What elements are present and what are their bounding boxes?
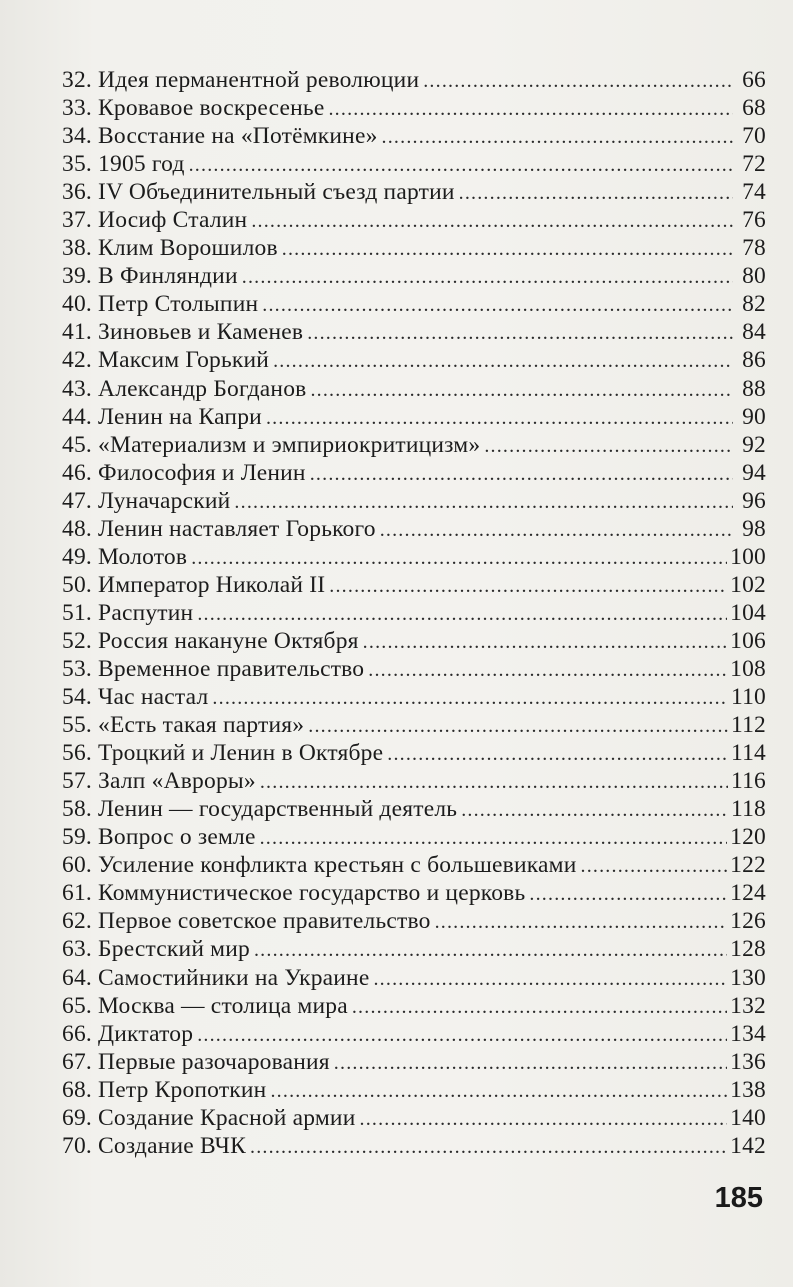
toc-entry-title: 32. Идея перманентной революции — [62, 67, 420, 93]
dot-leader — [266, 404, 733, 432]
dot-leader — [308, 712, 728, 740]
toc-entry-page: 140 — [730, 1104, 766, 1131]
toc-entry-title: 35. 1905 год — [62, 151, 185, 178]
toc-entry-page: 130 — [730, 964, 766, 991]
toc-entry — [62, 150, 766, 178]
dot-leader — [329, 572, 727, 600]
dot-leader — [254, 936, 727, 964]
toc-entry-page: 88 — [742, 375, 766, 402]
dot-leader — [461, 796, 728, 824]
toc-entry — [62, 431, 766, 459]
toc-entry-page: 100 — [730, 543, 766, 570]
dot-leader — [382, 123, 733, 151]
toc-entry-title: 39. В Финляндии — [62, 263, 238, 290]
toc-entry — [62, 94, 766, 122]
toc-entry-title: 53. Временное правительство — [62, 655, 365, 682]
dot-leader — [212, 684, 728, 712]
toc-entry — [62, 1020, 766, 1048]
toc-entry-page: 106 — [730, 627, 766, 654]
toc-entry-page: 86 — [742, 347, 766, 374]
toc-entry-page: 118 — [731, 796, 766, 823]
toc-entry-title: 34. Восстание на «Потёмкине» — [62, 123, 378, 150]
toc-entry-title: 62. Первое советское правительство — [62, 908, 431, 935]
toc-entry-page: 136 — [730, 1048, 766, 1075]
dot-leader — [352, 993, 727, 1021]
toc-entry — [62, 767, 766, 795]
toc-entry-page: 102 — [730, 571, 766, 598]
toc-entry-title: 49. Молотов — [62, 543, 188, 570]
toc-entry-title: 41. Зиновьев и Каменев — [62, 319, 304, 346]
toc-entry-title: 47. Луначарский — [62, 487, 231, 514]
dot-leader — [251, 207, 733, 235]
toc-entry-title: 46. Философия и Ленин — [62, 459, 306, 486]
toc-entry-title: 45. «Материализм и эмпириокритицизм» — [62, 431, 481, 458]
toc-entry-title: 63. Брестский мир — [62, 936, 250, 963]
toc-entry-title: 50. Император Николай II — [62, 571, 326, 598]
toc-entry-title: 57. Залп «Авроры» — [62, 768, 256, 795]
dot-leader — [423, 67, 733, 95]
dot-leader — [307, 319, 733, 347]
toc-entry — [62, 543, 766, 571]
toc-entry — [62, 403, 766, 431]
toc-entry-page: 98 — [742, 515, 766, 542]
toc-entry-title: 38. Клим Ворошилов — [62, 235, 278, 262]
toc-entry-title: 55. «Есть такая партия» — [62, 712, 305, 739]
toc-entry — [62, 375, 766, 403]
toc-entry-title: 61. Коммунистическое государство и церковь — [62, 880, 526, 907]
toc-entry — [62, 487, 766, 515]
dot-leader — [262, 291, 733, 319]
dot-leader — [484, 432, 733, 460]
dot-leader — [334, 1049, 727, 1077]
toc-entry — [62, 1104, 766, 1132]
toc-entry-page: 66 — [742, 67, 766, 93]
page-number: 185 — [714, 1182, 763, 1214]
dot-leader — [234, 488, 733, 516]
toc-entry-page: 74 — [742, 179, 766, 206]
toc-entry-title: 51. Распутин — [62, 599, 194, 626]
toc-entry-title: 64. Самостийники на Украине — [62, 964, 370, 991]
toc-entry — [62, 992, 766, 1020]
dot-leader — [189, 151, 733, 179]
dot-leader — [197, 600, 727, 628]
toc-entry-title: 43. Александр Богданов — [62, 375, 307, 402]
toc-entry-page: 120 — [730, 824, 766, 851]
toc-entry — [62, 178, 766, 206]
toc-entry — [62, 823, 766, 851]
toc-entry — [62, 711, 766, 739]
toc-entry-page: 90 — [742, 403, 766, 430]
dot-leader — [368, 656, 727, 684]
toc-entry-page: 96 — [742, 487, 766, 514]
toc-entry — [62, 795, 766, 823]
toc-entry-page: 78 — [742, 235, 766, 262]
dot-leader — [380, 516, 733, 544]
toc-entry-title: 44. Ленин на Капри — [62, 403, 262, 430]
toc-entry-page: 108 — [730, 655, 766, 682]
toc-entry — [62, 907, 766, 935]
toc-entry-title: 58. Ленин — государственный деятель — [62, 796, 458, 823]
toc-entry-title: 66. Диктатор — [62, 1020, 194, 1047]
toc-entry-page: 134 — [730, 1020, 766, 1047]
toc-entry-page: 104 — [730, 599, 766, 626]
dot-leader — [459, 179, 733, 207]
toc-entry — [62, 964, 766, 992]
dot-leader — [242, 263, 733, 291]
toc-entry-title: 59. Вопрос о земле — [62, 824, 256, 851]
dot-leader — [250, 1133, 727, 1161]
toc-entry-page: 94 — [742, 459, 766, 486]
toc-entry — [62, 66, 766, 94]
toc-entry — [62, 206, 766, 234]
toc-entry-page: 68 — [742, 95, 766, 122]
dot-leader — [260, 768, 728, 796]
dot-leader — [328, 95, 733, 123]
toc-entry — [62, 879, 766, 907]
dot-leader — [310, 460, 733, 488]
toc-entry — [62, 655, 766, 683]
dot-leader — [273, 347, 733, 375]
table-of-contents — [62, 66, 766, 1160]
toc-entry — [62, 683, 766, 711]
toc-entry-page: 126 — [730, 908, 766, 935]
dot-leader — [310, 376, 733, 404]
toc-entry — [62, 739, 766, 767]
toc-entry-page: 124 — [730, 880, 766, 907]
toc-entry — [62, 346, 766, 374]
toc-entry-page: 112 — [731, 712, 766, 739]
toc-entry — [62, 234, 766, 262]
toc-entry-page: 110 — [731, 684, 766, 711]
toc-entry-page: 128 — [730, 936, 766, 963]
toc-entry-page: 92 — [742, 431, 766, 458]
toc-entry-page: 82 — [742, 291, 766, 318]
toc-entry — [62, 851, 766, 879]
dot-leader — [529, 880, 727, 908]
toc-entry-title: 40. Петр Столыпин — [62, 291, 259, 318]
toc-entry-title: 60. Усиление конфликта крестьян с большевиками — [62, 852, 577, 879]
dot-leader — [581, 852, 728, 880]
toc-entry — [62, 318, 766, 346]
toc-entry-title: 37. Иосиф Сталин — [62, 207, 248, 234]
toc-entry-page: 114 — [731, 740, 766, 767]
toc-entry — [62, 515, 766, 543]
toc-entry — [62, 262, 766, 290]
toc-entry-title: 68. Петр Кропоткин — [62, 1076, 267, 1103]
toc-entry-title: 48. Ленин наставляет Горького — [62, 515, 376, 542]
toc-entry-page: 70 — [742, 123, 766, 150]
toc-entry — [62, 935, 766, 963]
toc-entry — [62, 122, 766, 150]
dot-leader — [373, 965, 727, 993]
dot-leader — [270, 1077, 727, 1105]
toc-entry — [62, 290, 766, 318]
toc-entry — [62, 1076, 766, 1104]
dot-leader — [191, 544, 727, 572]
toc-entry-title: 69. Создание Красной армии — [62, 1104, 356, 1131]
toc-entry-page: 72 — [742, 151, 766, 178]
dot-leader — [363, 628, 727, 656]
toc-entry-page: 76 — [742, 207, 766, 234]
toc-entry-title: 56. Троцкий и Ленин в Октябре — [62, 740, 384, 767]
toc-entry-title: 70. Создание ВЧК — [62, 1132, 247, 1159]
toc-entry — [62, 599, 766, 627]
toc-entry — [62, 627, 766, 655]
toc-entry — [62, 571, 766, 599]
toc-entry-page: 122 — [730, 852, 766, 879]
toc-entry-title: 52. Россия накануне Октября — [62, 627, 359, 654]
toc-entry-page: 142 — [730, 1132, 766, 1159]
toc-entry — [62, 1048, 766, 1076]
dot-leader — [435, 908, 728, 936]
dot-leader — [282, 235, 733, 263]
toc-entry-page: 116 — [731, 768, 766, 795]
dot-leader — [360, 1105, 728, 1133]
toc-entry-title: 54. Час настал — [62, 684, 209, 711]
toc-entry — [62, 459, 766, 487]
toc-entry-title: 33. Кровавое воскресенье — [62, 95, 325, 122]
toc-entry-page: 132 — [730, 992, 766, 1019]
toc-entry-page: 80 — [742, 263, 766, 290]
toc-entry-title: 67. Первые разочарования — [62, 1048, 330, 1075]
toc-entry-title: 42. Максим Горький — [62, 347, 270, 374]
toc-entry-title: 36. IV Объединительный съезд партии — [62, 179, 455, 206]
toc-entry — [62, 1132, 766, 1160]
toc-entry-title: 65. Москва — столица мира — [62, 992, 348, 1019]
dot-leader — [260, 824, 728, 852]
toc-entry-page: 84 — [742, 319, 766, 346]
dot-leader — [387, 740, 728, 768]
dot-leader — [197, 1021, 727, 1049]
toc-entry-page: 138 — [730, 1076, 766, 1103]
